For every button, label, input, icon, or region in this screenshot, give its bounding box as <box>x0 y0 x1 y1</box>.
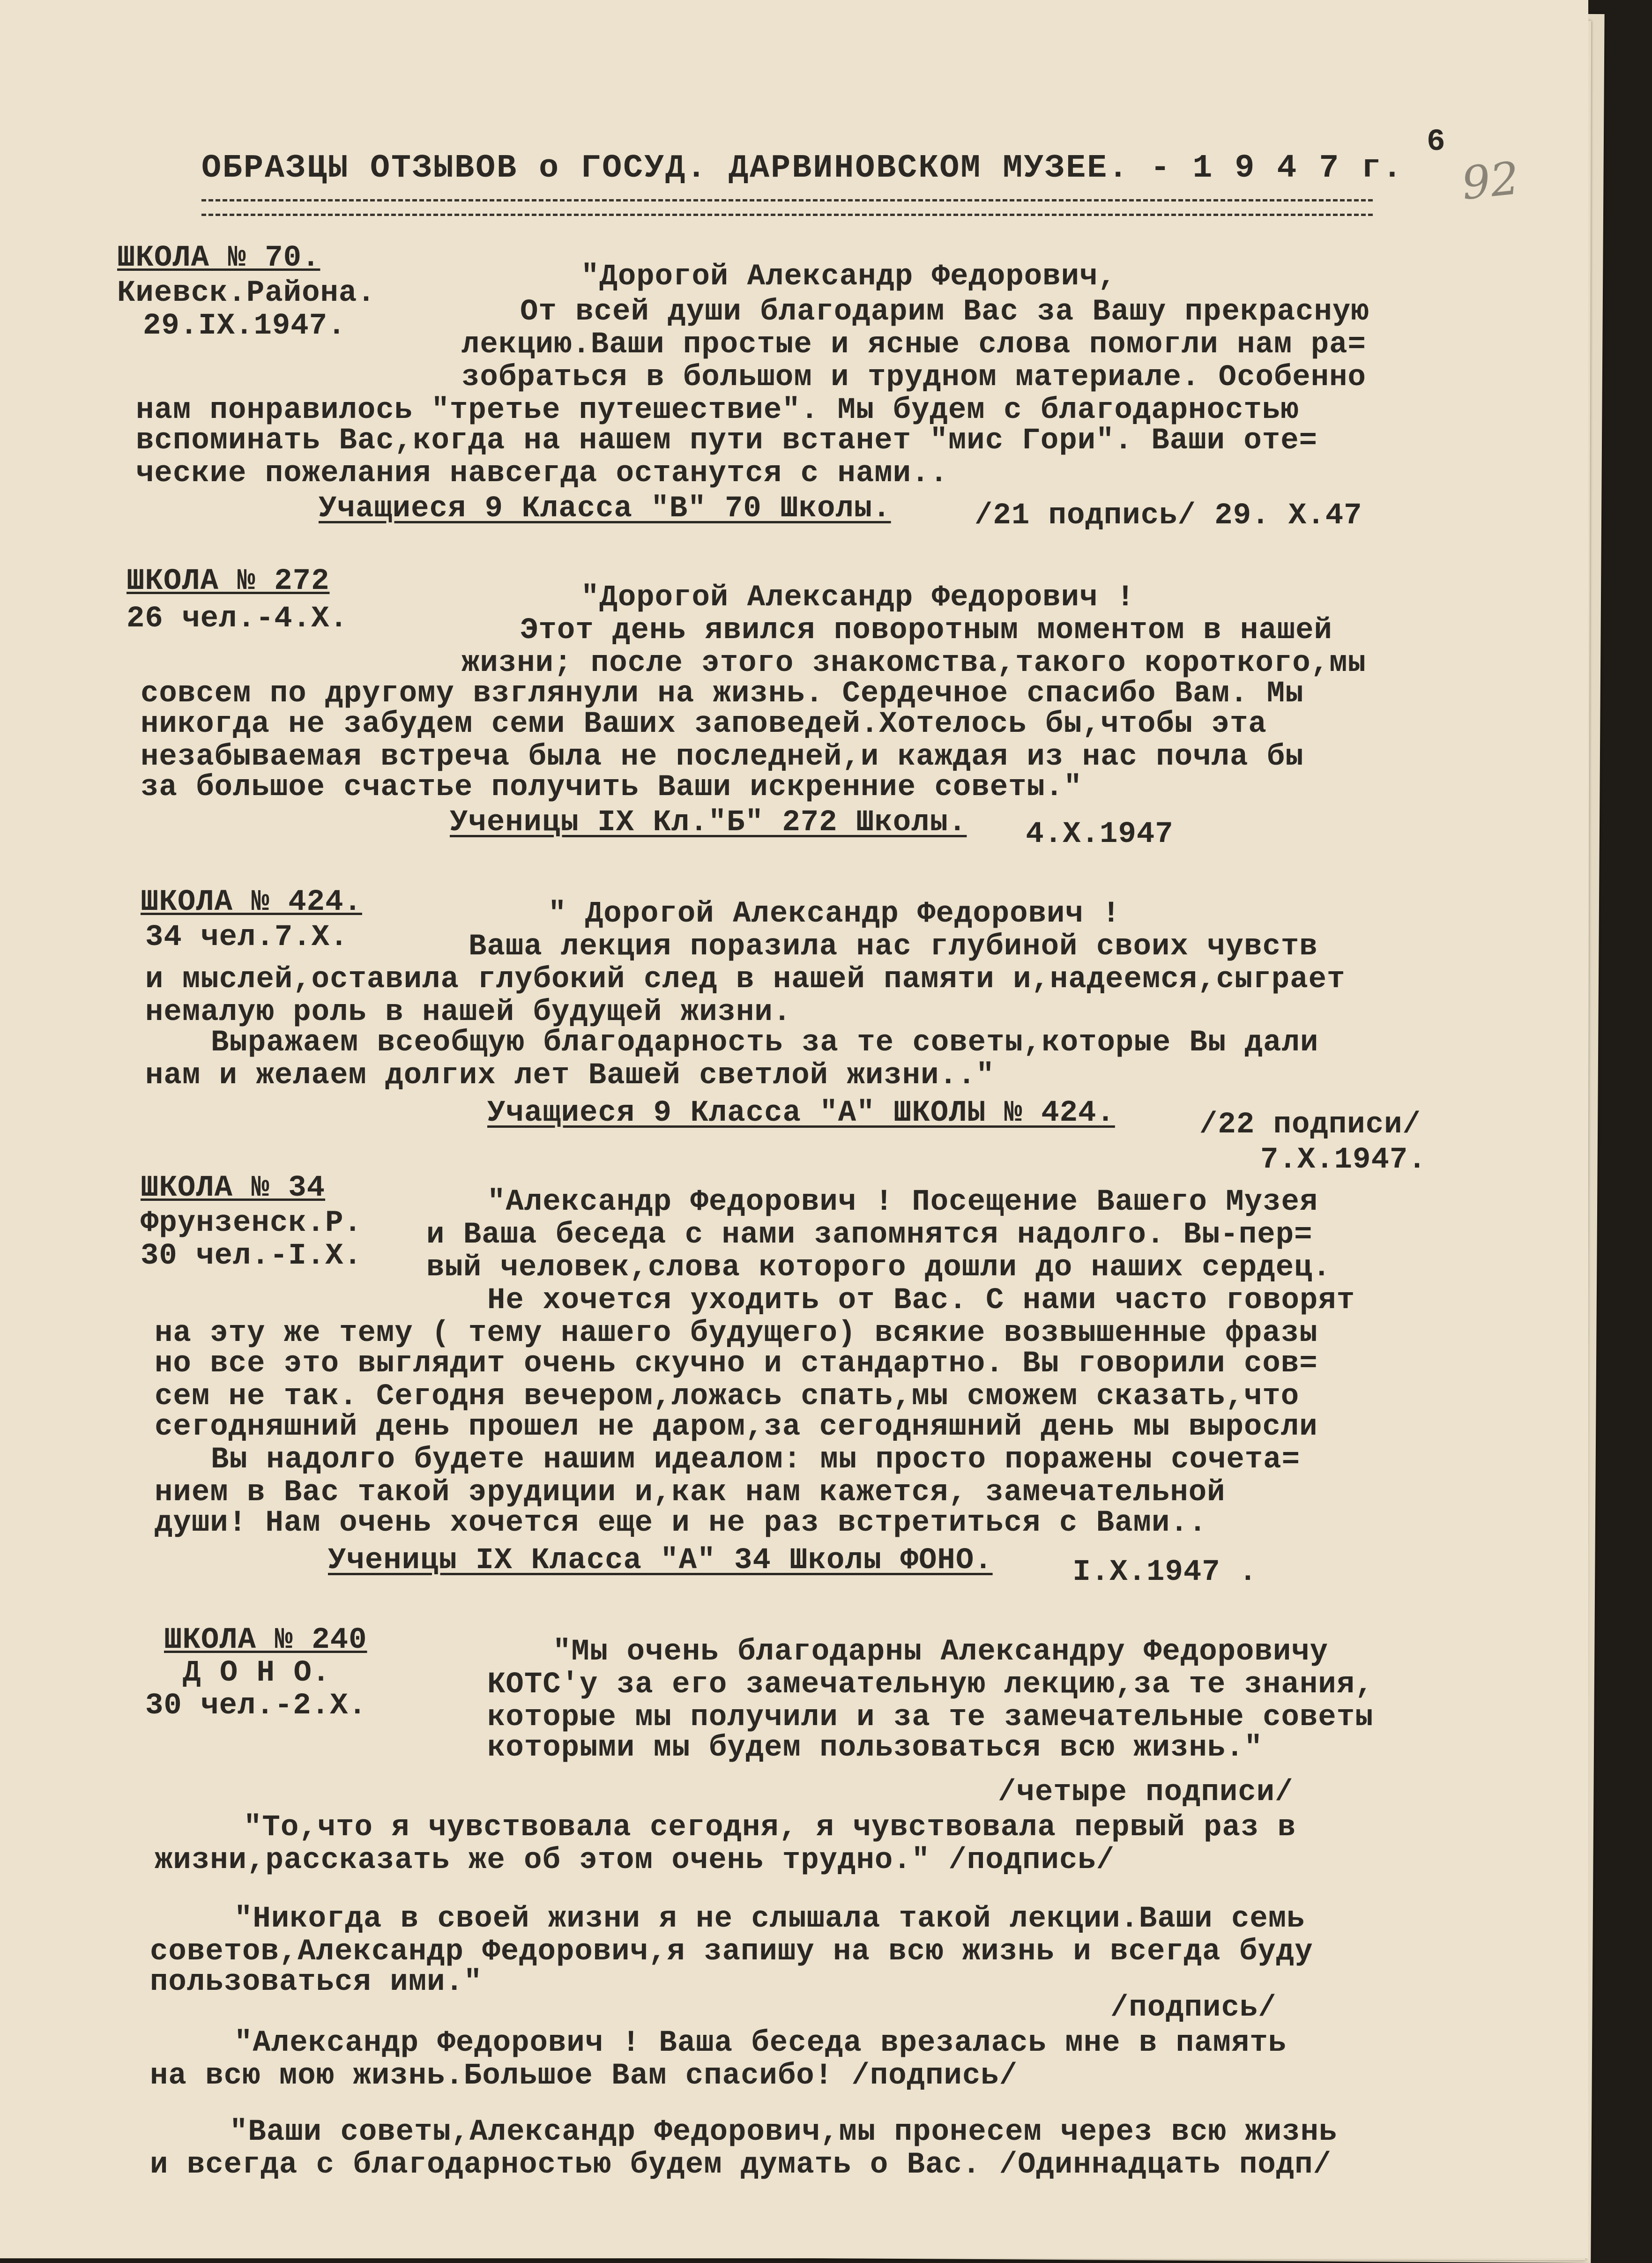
letter-line: "Александр Федорович ! Посещение Вашего Музея <box>487 1185 1318 1219</box>
letter-line: зобраться в большом и трудном материале. Особенно <box>461 361 1366 395</box>
letter-line: на всю мою жизнь.Большое Вам спасибо! /подпись/ <box>150 2059 1018 2093</box>
letter-line: нам и желаем долгих лет Вашей светлой жизни.." <box>145 1059 995 1093</box>
school-meta: 26 чел.-4.X. <box>127 602 348 636</box>
letter-line: немалую роль в нашей будущей жизни. <box>145 996 792 1029</box>
letter-line: никогда не забудем семи Ваших заповедей.Хотелось бы,чтобы эта <box>141 707 1267 741</box>
letter-line: пользоваться ими." <box>150 1965 483 1999</box>
letter-line: вый человек,слова которого дошли до наших сердец. <box>426 1251 1331 1285</box>
letter-line: От всей души благодарим Вас за Вашу прекрасную <box>520 295 1369 329</box>
letter-line: "Мы очень благодарны Александру Федоровичу <box>553 1635 1329 1669</box>
letter-line: но все это выглядит очень скучно и стандартно. Вы говорили сов= <box>155 1347 1318 1381</box>
archive-number: 92 <box>1459 151 1522 210</box>
school-heading: ШКОЛА № 34 <box>141 1171 326 1205</box>
letter-line: которыми мы будем пользоваться всю жизнь." <box>487 1731 1263 1765</box>
school-heading: ШКОЛА № 424. <box>141 886 362 919</box>
letter-line: "Александр Федорович ! Ваша беседа врезалась мне в память <box>234 2026 1287 2060</box>
letter-line: "Ваши советы,Александр Федорович,мы пронесем через всю жизнь <box>230 2115 1338 2149</box>
letter-line: на эту же тему ( тему нашего будущего) всякие возвышенные фразы <box>155 1317 1318 1350</box>
signature-tail: /21 подпись/ 29. X.47 <box>975 499 1362 533</box>
letter-line: советов,Александр Федорович,я запишу на всю жизнь и всегда буду <box>150 1935 1313 1969</box>
letter-line: незабываемая встреча была не последней,и каждая из нас почла бы <box>141 740 1304 774</box>
letter-line: ческие пожелания навсегда останутся с нами.. <box>136 457 948 491</box>
letter-line: сем не так. Сегодня вечером,ложась спать,мы сможем сказать,что <box>155 1380 1300 1414</box>
page-number: 6 <box>1427 124 1445 159</box>
signature-tail: /22 подписи/ <box>1199 1108 1421 1142</box>
letter-line: Выражаем всеобщую благодарность за те советы,которые Вы дали <box>211 1026 1319 1060</box>
school-meta: Киевск.Района. <box>117 276 376 310</box>
signature: Учащиеся 9 Класса "В" 70 Школы. <box>319 492 891 526</box>
signature: Ученицы IX Класса "А" 34 Школы ФОНО. <box>328 1544 993 1578</box>
signature: Учащиеся 9 Класса "А" ШКОЛЫ № 424. <box>487 1096 1115 1130</box>
letter-line: жизни; после этого знакомства,такого короткого,мы <box>461 647 1366 680</box>
letter-line: нам понравилось "третье путешествие". Мы будем с благодарностью <box>136 394 1299 427</box>
school-meta: 30 чел.-2.X. <box>145 1689 367 1723</box>
letter-line: вспоминать Вас,когда на нашем пути встанет "мис Гори". Ваши оте= <box>136 424 1317 458</box>
letter-line: лекцию.Ваши простые и ясные слова помогли нам ра= <box>461 328 1366 362</box>
signature-tail: I.X.1947 . <box>1054 1556 1258 1589</box>
letter-line: жизни,рассказать же об этом очень трудно." /подпись/ <box>155 1844 1115 1877</box>
letter-line: и Ваша беседа с нами запомнятся надолго. Вы-пер= <box>426 1218 1313 1252</box>
school-meta: 30 чел.-I.X. <box>141 1239 362 1273</box>
school-meta: Д О Н О. <box>183 1656 331 1690</box>
letter-line: " Дорогой Александр Федорович ! <box>548 897 1121 931</box>
letter-line: совсем по другому взглянули на жизнь. Сердечное спасибо Вам. Мы <box>141 677 1304 711</box>
school-meta: 34 чел.7.X. <box>145 921 349 954</box>
letter-line: Этот день явился поворотным моментом в нашей <box>520 614 1332 648</box>
letter-line: /четыре подписи/ <box>998 1776 1294 1809</box>
letter-line: нием в Вас такой эрудиции и,как нам кажется, замечательной <box>155 1476 1226 1510</box>
letter-line: /подпись/ <box>1110 1991 1277 2025</box>
page-title: ОБРАЗЦЫ ОТЗЫВОВ о ГОСУД. ДАРВИНОВСКОМ МУЗЕЕ. - 1 9 4 7 г. <box>201 150 1404 187</box>
letter-line: Не хочется уходить от Вас. С нами часто говорят <box>487 1284 1355 1318</box>
letter-line: КОТС'у за его замечательную лекцию,за те знания, <box>487 1668 1374 1702</box>
title-double-rule <box>201 199 1373 216</box>
signature-tail: 4.X.1947 <box>1007 818 1174 851</box>
date-line: 7.X.1947. <box>1260 1143 1427 1177</box>
letter-line: души! Нам очень хочется еще и не раз встретиться с Вами.. <box>155 1506 1207 1540</box>
letter-line: Ваша лекция поразила нас глубиной своих чувств <box>469 930 1318 964</box>
letter-line: которые мы получили и за те замечательные советы <box>487 1701 1374 1734</box>
letter-line: и мыслей,оставила глубокий след в нашей памяти и,надеемся,сыграет <box>145 963 1346 997</box>
school-meta: Фрунзенск.Р. <box>141 1206 362 1240</box>
school-meta: 29.IX.1947. <box>143 309 346 343</box>
letter-line: "Никогда в своей жизни я не слышала такой лекции.Ваши семь <box>234 1902 1305 1936</box>
letter-line: "Дорогой Александр Федорович, <box>581 260 1116 294</box>
letter-line: "То,что я чувствовала сегодня, я чувствовала первый раз в <box>244 1811 1296 1845</box>
letter-line: за большое счастье получить Ваши искренние советы." <box>141 771 1082 804</box>
signature: Ученицы IX Кл."Б" 272 Школы. <box>450 806 967 840</box>
letter-line: Вы надолго будете нашим идеалом: мы просто поражены сочета= <box>211 1443 1300 1477</box>
school-heading: ШКОЛА № 240 <box>164 1623 367 1657</box>
letter-line: сегодняшний день прошел не даром,за сегодняшний день мы выросли <box>155 1410 1318 1444</box>
school-heading: ШКОЛА № 70. <box>117 241 320 275</box>
letter-line: "Дорогой Александр Федорович ! <box>581 581 1135 615</box>
school-heading: ШКОЛА № 272 <box>127 565 330 598</box>
letter-line: и всегда с благодарностью будем думать о Вас. /Одиннадцать подп/ <box>150 2148 1332 2182</box>
